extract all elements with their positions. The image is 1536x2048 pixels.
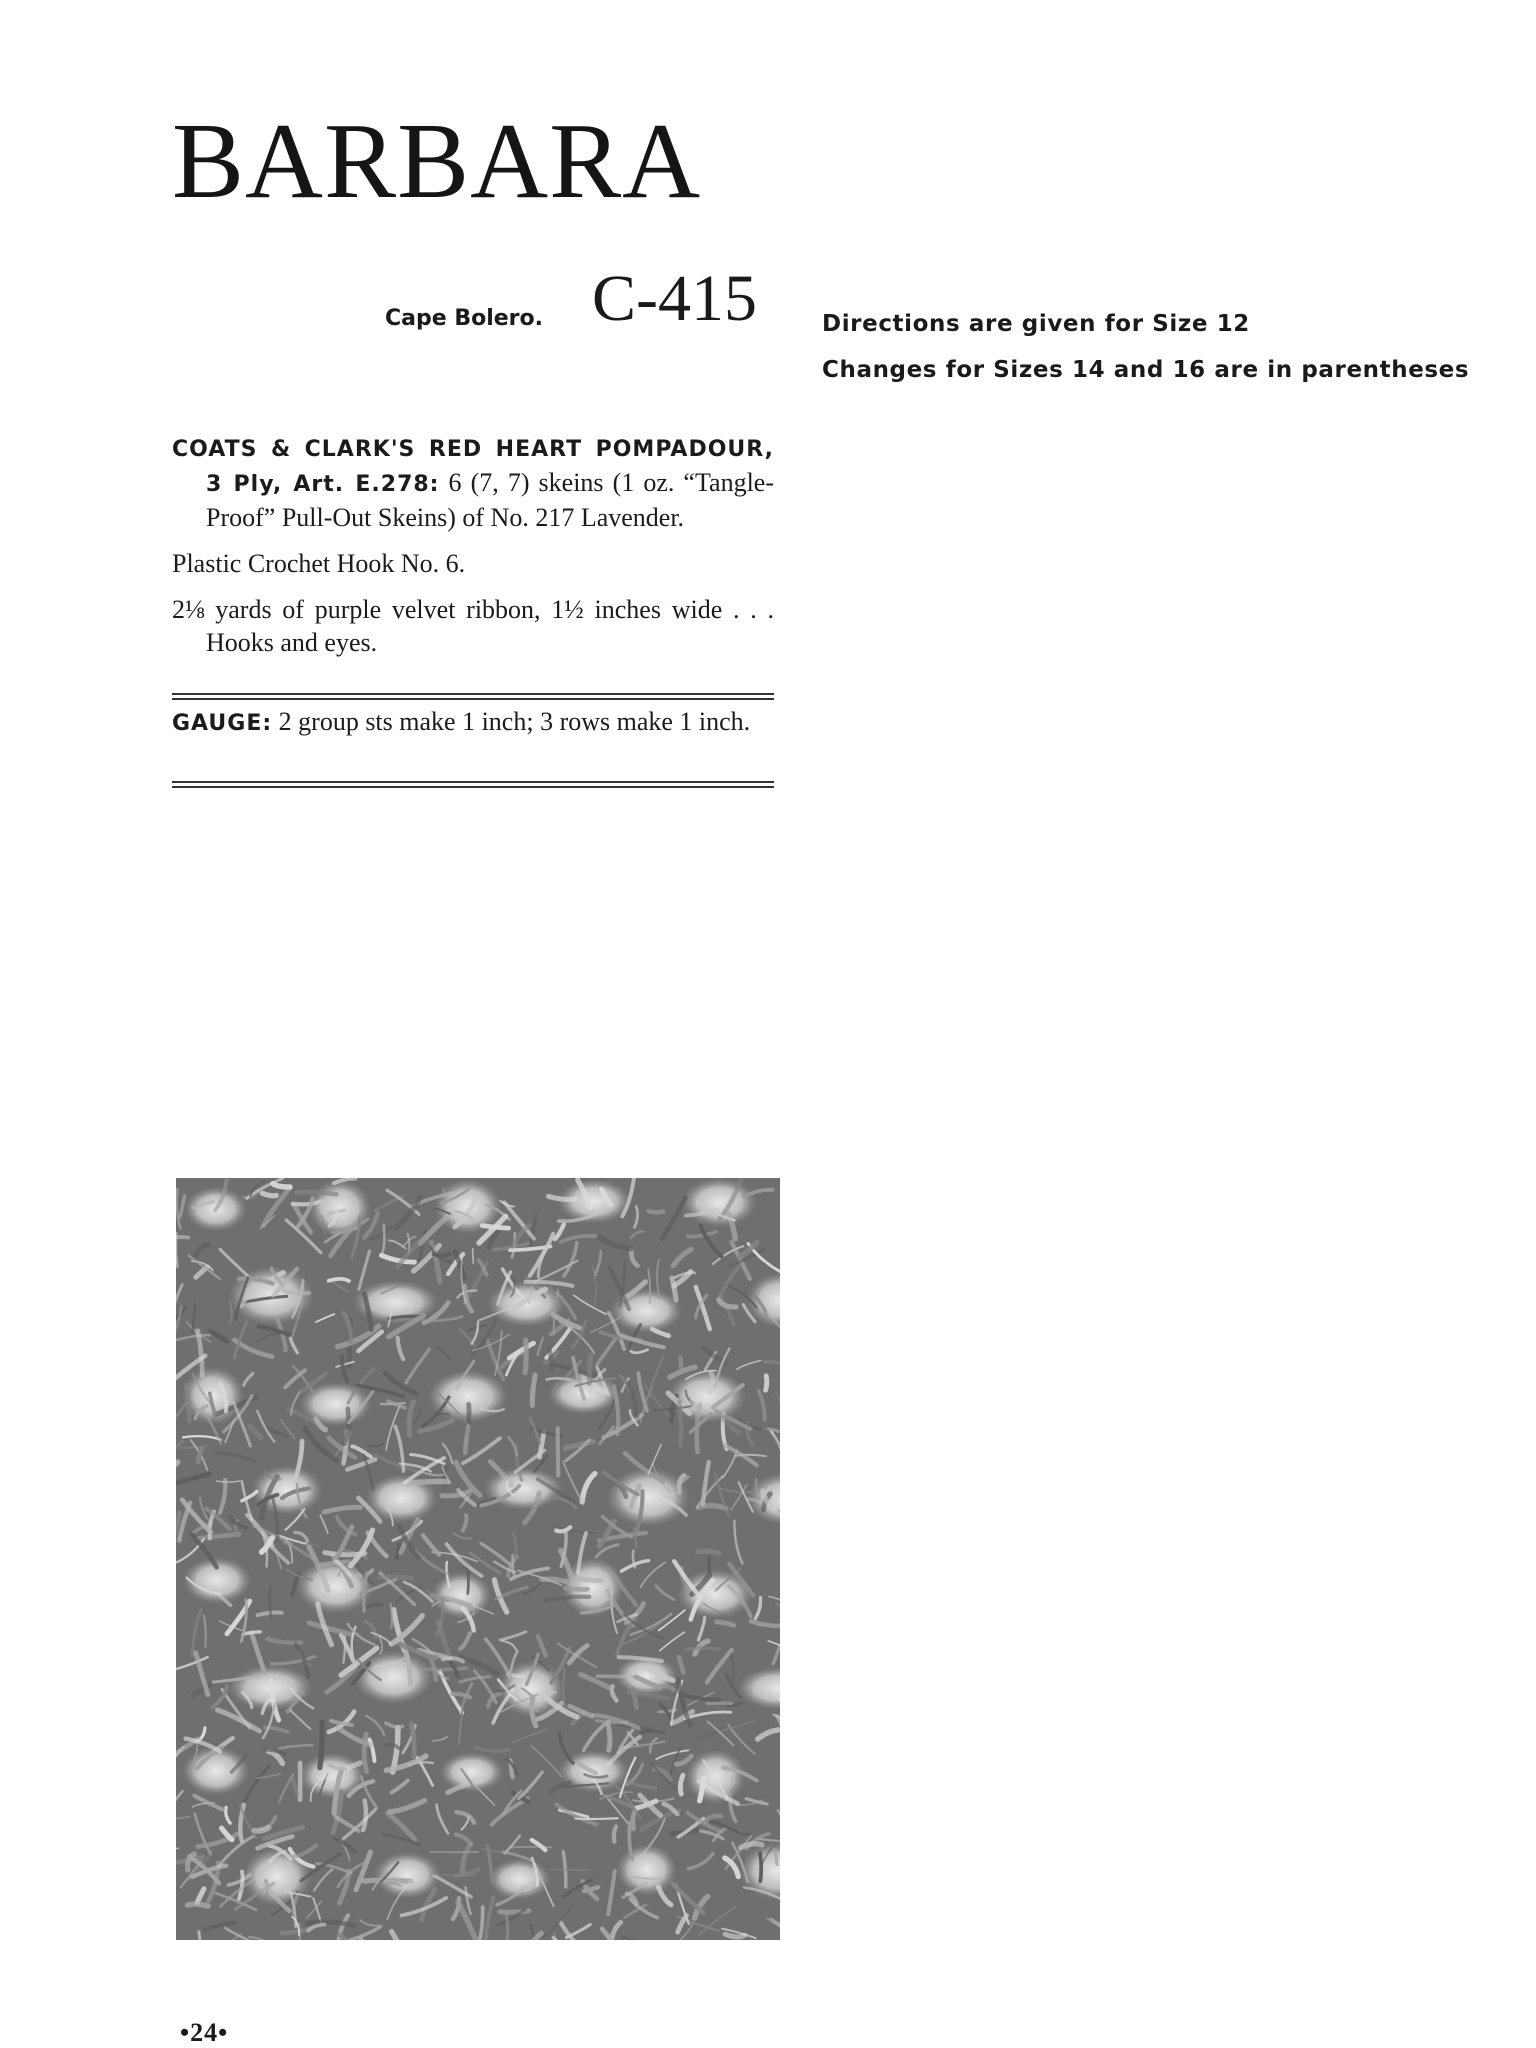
gauge-label: GAUGE: — [172, 711, 273, 736]
yarn-strand — [549, 1349, 552, 1369]
yarn-strand — [551, 1870, 590, 1871]
page-number: •24• — [180, 2018, 229, 2047]
directions-line-2: Changes for Sizes 14 and 16 are in parentheses — [822, 357, 1470, 383]
directions-line-1: Directions are given for Size 12 — [822, 311, 1250, 337]
yarn-strand — [364, 1880, 410, 1881]
yarn-strand — [379, 1577, 412, 1578]
crochet-texture-image — [176, 1178, 780, 1940]
yarn-strand — [473, 1249, 474, 1263]
yarn-strand — [698, 1551, 720, 1553]
page-title: BARBARA — [172, 102, 702, 221]
stitch-hole — [606, 1468, 690, 1527]
pattern-subtitle: Cape Bolero. — [385, 306, 543, 331]
yarn-strand — [320, 1722, 322, 1768]
double-rule-top — [172, 693, 774, 700]
yarn-strand — [608, 1725, 610, 1750]
yarn-strand — [576, 1579, 601, 1581]
yarn-strand — [532, 1375, 535, 1405]
yarn-strand — [589, 1356, 590, 1384]
yarn-strand — [709, 1556, 710, 1572]
yarn-strand — [364, 1734, 366, 1772]
yarn-strand — [725, 1934, 744, 1937]
yarn-strand — [381, 1403, 405, 1404]
yarn-strand — [598, 1676, 635, 1677]
yarn-paragraph — [172, 431, 774, 534]
yarn-text: 6 (7, 7) skeins (1 oz. “Tangle-Proof” Pull-Out Skeins) of No. 217 Lavender. — [206, 468, 774, 532]
stitch-hole — [616, 1844, 677, 1896]
hook-paragraph: Plastic Crochet Hook No. 6. — [172, 549, 466, 578]
stitch-swatch-photo — [176, 1178, 780, 1940]
yarn-strand — [680, 1775, 683, 1794]
gauge-paragraph — [172, 705, 774, 740]
yarn-strand — [262, 1193, 276, 1196]
yarn-strand — [468, 1565, 469, 1593]
yarn-strand — [575, 1818, 618, 1819]
yarn-strand — [686, 1648, 719, 1650]
yarn-strand — [506, 1916, 508, 1940]
yarn-strand — [297, 1192, 337, 1194]
yarn-strand — [525, 1340, 526, 1372]
ribbon-paragraph: 2⅛ yards of purple velvet ribbon, 1½ inches wide . . . Hooks and eyes. — [172, 595, 774, 657]
yarn-strand — [424, 1668, 466, 1670]
yarn-strand — [188, 1904, 209, 1906]
yarn-strand — [329, 1279, 349, 1281]
yarn-strand — [406, 1482, 448, 1484]
yarn-strand — [254, 1828, 269, 1831]
yarn-strand — [648, 1211, 663, 1212]
yarn-strand — [614, 1827, 616, 1842]
yarn-label: COATS & CLARK'S RED HEART POMPADOUR, 3 Ply, Art. E.278: — [172, 437, 774, 497]
gauge-text: 2 group sts make 1 inch; 3 rows make 1 inch. — [272, 707, 751, 736]
gauge-block — [172, 705, 774, 740]
double-rule-bottom — [172, 781, 774, 788]
pattern-code: C-415 — [592, 262, 757, 335]
yarn-strand — [566, 1588, 588, 1589]
yarn-strand — [680, 1357, 681, 1372]
yarn-strand — [766, 1376, 767, 1390]
materials-list — [172, 431, 774, 672]
size-directions — [822, 301, 1469, 393]
yarn-strand — [412, 1724, 415, 1756]
yarn-strand — [679, 1402, 681, 1445]
yarn-strand — [465, 1427, 468, 1453]
yarn-strand — [710, 1373, 713, 1392]
yarn-strand — [558, 1428, 559, 1475]
yarn-strand — [641, 1731, 664, 1733]
